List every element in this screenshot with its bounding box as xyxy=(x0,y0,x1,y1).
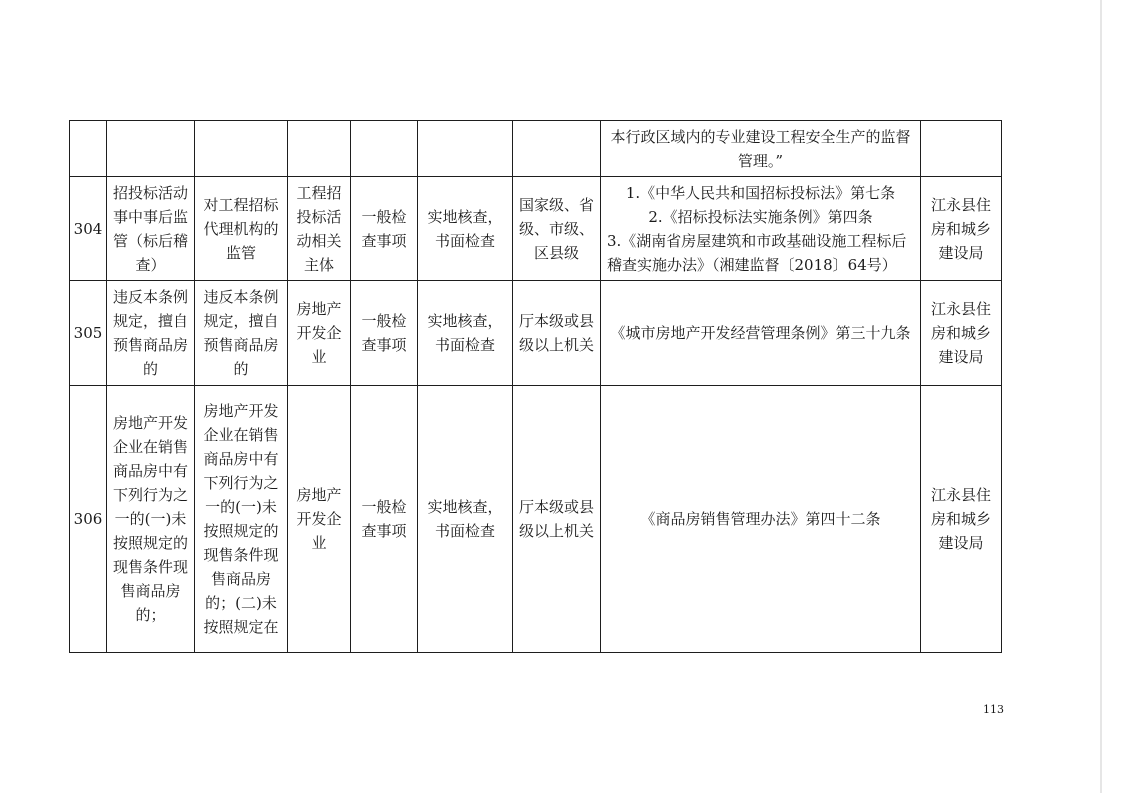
cell-object xyxy=(288,121,351,177)
cell-dept: 江永县住房和城乡建设局 xyxy=(921,386,1002,653)
cell-level: 厅本级或县级以上机关 xyxy=(513,386,601,653)
cell-no: 304 xyxy=(70,177,107,281)
cell-item xyxy=(107,121,195,177)
page-edge-shadow xyxy=(1100,0,1102,793)
cell-level: 国家级、省级、市级、区县级 xyxy=(513,177,601,281)
page-number: 113 xyxy=(983,703,1004,716)
cell-dept xyxy=(921,121,1002,177)
table-row-305 xyxy=(70,281,1002,386)
cell-item: 招投标活动事中事后监管（标后稽查） xyxy=(107,177,195,281)
cell-category: 一般检查事项 xyxy=(351,281,418,386)
cell-dept: 江永县住房和城乡建设局 xyxy=(921,177,1002,281)
cell-no: 305 xyxy=(70,281,107,386)
basis-text: 本行政区域内的专业建设工程安全生产的监督管理。” xyxy=(610,127,911,170)
cell-no xyxy=(70,121,107,177)
cell-method xyxy=(418,121,513,177)
regulation-table xyxy=(69,120,1002,653)
cell-object: 房地产开发企业 xyxy=(288,386,351,653)
cell-content: 违反本条例规定，擅自预售商品房的 xyxy=(195,281,288,386)
cell-content: 对工程招标代理机构的监管 xyxy=(195,177,288,281)
cell-basis: 《商品房销售管理办法》第四十二条 xyxy=(601,386,921,653)
table-row-306 xyxy=(70,386,1002,653)
basis-item: 3.《湖南省房屋建筑和市政基础设施工程标后稽查实施办法》（湘建监督〔2018〕64号） xyxy=(607,231,907,274)
cell-item: 房地产开发企业在销售商品房中有下列行为之一的(一)未按照规定的现售条件现售商品房的； xyxy=(107,386,195,653)
cell-category xyxy=(351,121,418,177)
table-row-continuation xyxy=(70,121,1002,177)
cell-basis xyxy=(601,121,921,177)
table-row-304 xyxy=(70,177,1002,281)
basis-item: 2.《招标投标法实施条例》第四条 xyxy=(648,207,873,226)
cell-object: 房地产开发企业 xyxy=(288,281,351,386)
cell-method: 实地核查，书面检查 xyxy=(418,386,513,653)
cell-category: 一般检查事项 xyxy=(351,177,418,281)
cell-object: 工程招投标活动相关主体 xyxy=(288,177,351,281)
cell-method: 实地核查，书面检查 xyxy=(418,177,513,281)
cell-item: 违反本条例规定，擅自预售商品房的 xyxy=(107,281,195,386)
cell-no: 306 xyxy=(70,386,107,653)
basis-item: 1.《中华人民共和国招标投标法》第七条 xyxy=(625,183,896,202)
cell-content xyxy=(195,121,288,177)
cell-content: 房地产开发企业在销售商品房中有下列行为之一的(一)未按照规定的现售条件现售商品房的；(二)未按照规定在 xyxy=(195,386,288,653)
cell-method: 实地核查，书面检查 xyxy=(418,281,513,386)
cell-level: 厅本级或县级以上机关 xyxy=(513,281,601,386)
cell-category: 一般检查事项 xyxy=(351,386,418,653)
cell-dept: 江永县住房和城乡建设局 xyxy=(921,281,1002,386)
cell-basis: 《城市房地产开发经营管理条例》第三十九条 xyxy=(601,281,921,386)
cell-basis xyxy=(601,177,921,281)
cell-level xyxy=(513,121,601,177)
